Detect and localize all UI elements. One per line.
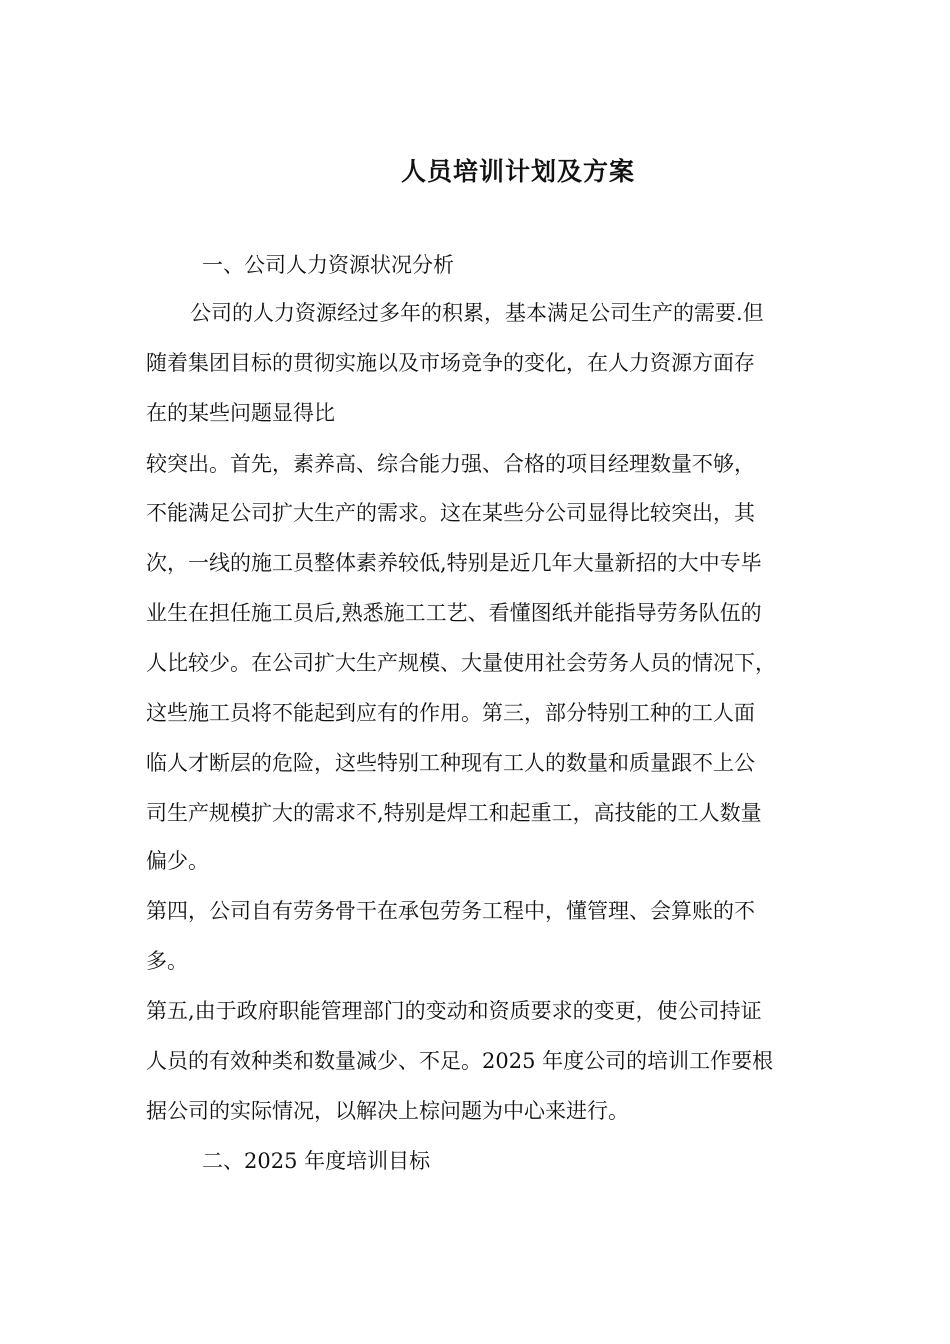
document-title: 人员培训计划及方案 [400, 157, 635, 186]
section-heading-1: 一、公司人力资源状况分析 [202, 253, 454, 277]
section-heading-2: 二、2025 年度培训目标 [202, 1149, 431, 1173]
text-line: 公司的人力资源经过多年的积累，基本满足公司生产的需要.但 [190, 301, 764, 325]
text-line: 人员的有效种类和数量减少、不足。2025 年度公司的培训工作要根 [146, 1049, 774, 1073]
text-line: 第四，公司自有劳务骨干在承包劳务工程中，懂管理、会算账的不 [146, 899, 755, 923]
text-line: 在的某些问题显得比 [146, 401, 335, 425]
text-line: 不能满足公司扩大生产的需求。这在某些分公司显得比较突出，其 [146, 501, 755, 525]
text-line: 这些施工员将不能起到应有的作用。第三，部分特别工种的工人面 [146, 701, 755, 725]
text-line: 第五,由于政府职能管理部门的变动和资质要求的变更，使公司持证 [146, 999, 762, 1023]
text-line: 多。 [146, 949, 188, 973]
text-line: 人比较少。在公司扩大生产规模、大量使用社会劳务人员的情况下， [146, 651, 776, 675]
text-line: 随着集团目标的贯彻实施以及市场竞争的变化，在人力资源方面存 [146, 351, 755, 375]
text-line: 临人才断层的危险，这些特别工种现有工人的数量和质量跟不上公 [146, 751, 755, 775]
text-line: 偏少。 [146, 849, 209, 873]
text-line: 较突出。首先，素养高、综合能力强、合格的项目经理数量不够， [146, 452, 755, 476]
text-line: 据公司的实际情况，以解决上棕问题为中心来进行。 [146, 1099, 629, 1123]
text-line: 司生产规模扩大的需求不,特别是焊工和起重工，高技能的工人数量 [146, 801, 762, 825]
text-line: 次，一线的施工员整体素养较低,特别是近几年大量新招的大中专毕 [146, 551, 762, 575]
text-line: 业生在担任施工员后,熟悉施工工艺、看懂图纸并能指导劳务队伍的 [146, 601, 762, 625]
